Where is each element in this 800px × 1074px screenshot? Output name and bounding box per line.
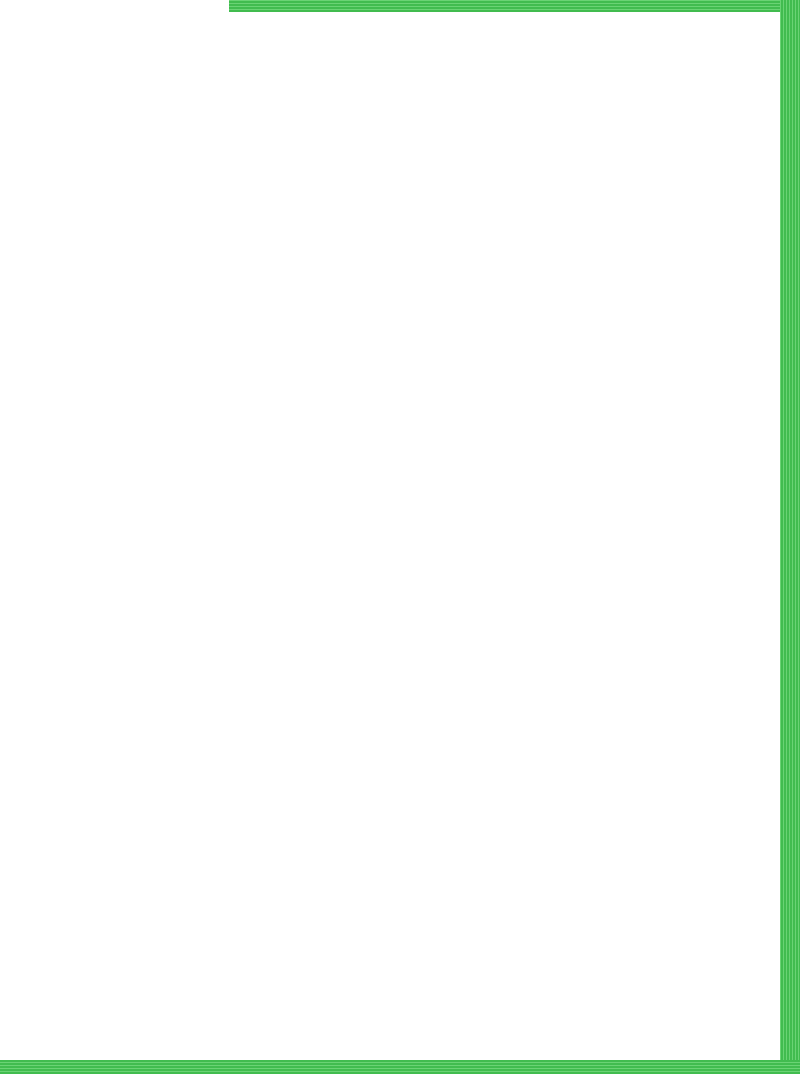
right-lace-border bbox=[780, 0, 800, 1074]
top-lace-border bbox=[229, 0, 800, 12]
bottom-lace-border bbox=[0, 1060, 800, 1074]
